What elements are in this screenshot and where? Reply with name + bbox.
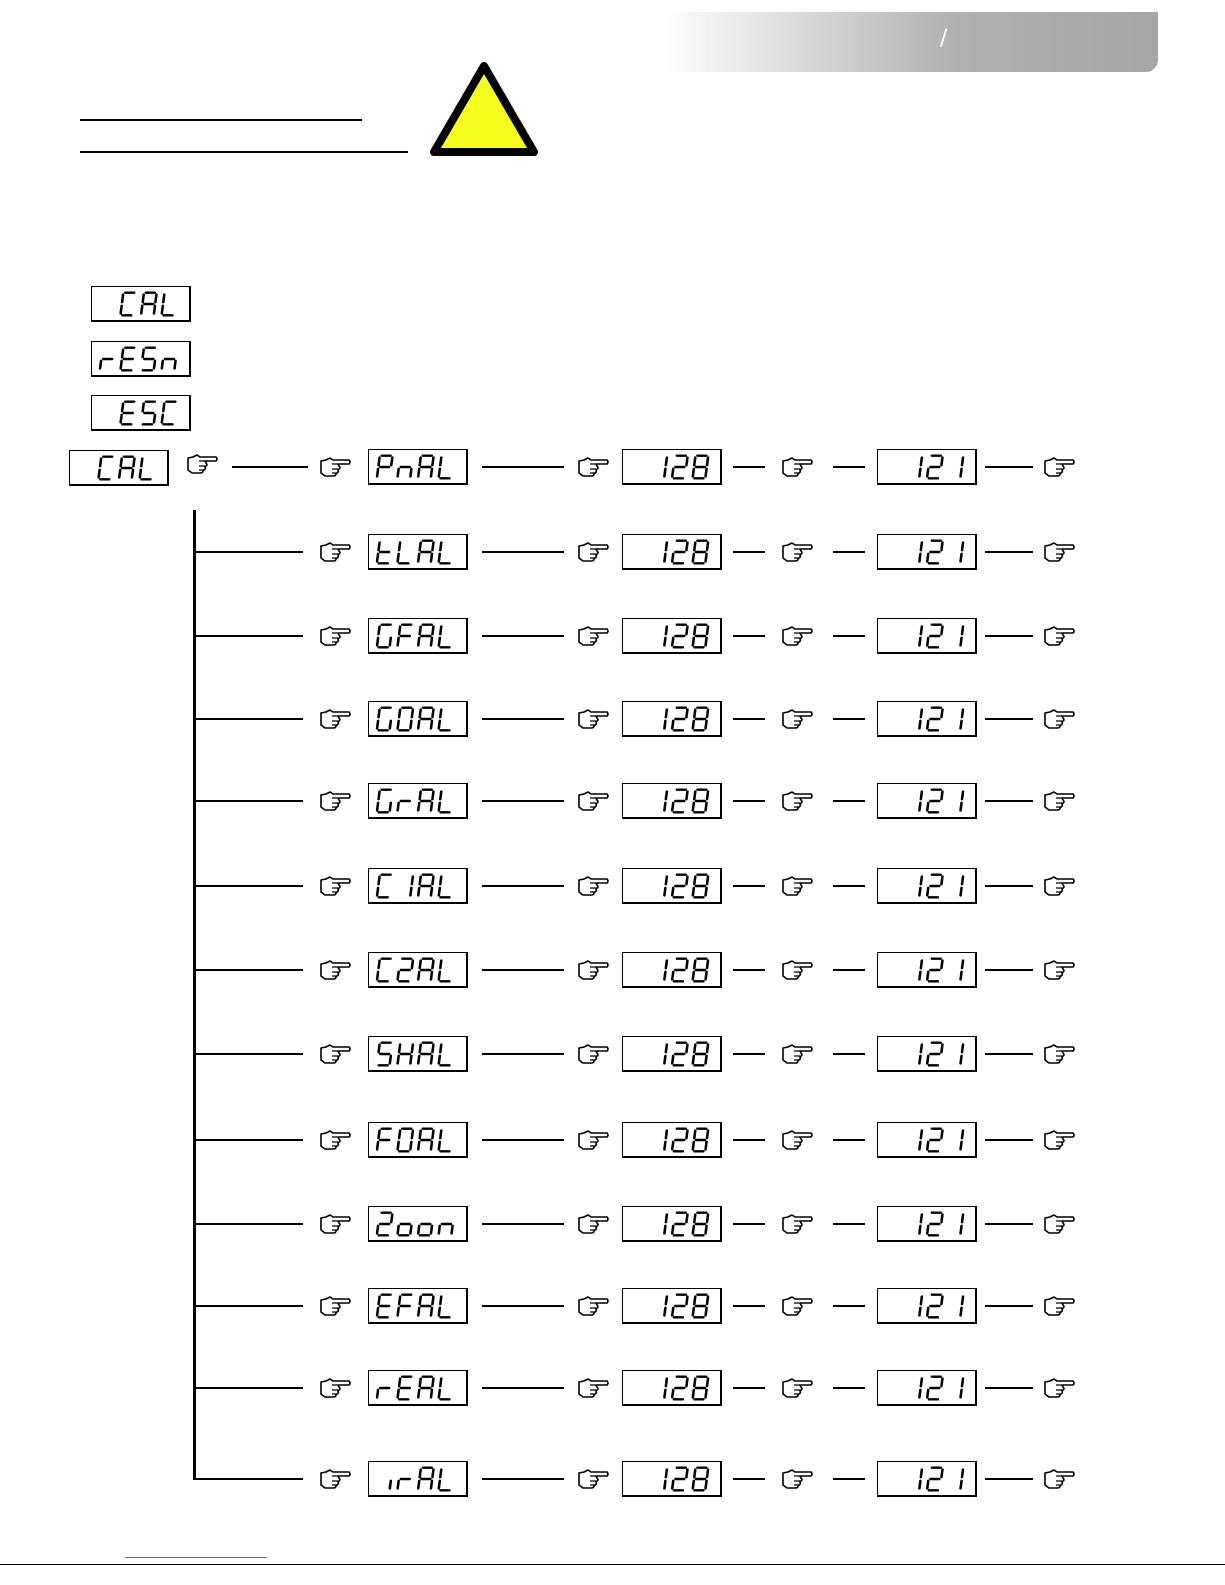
connector-line — [833, 885, 865, 887]
parameter-display — [368, 1122, 468, 1158]
branch-line — [195, 1139, 303, 1141]
pointing-hand-icon — [576, 1128, 610, 1150]
connector-line — [985, 1387, 1033, 1389]
branch-line — [195, 635, 303, 637]
pointing-hand-icon — [318, 707, 352, 729]
header-tab-mark: / — [940, 26, 948, 51]
value-display — [622, 783, 722, 819]
pointing-hand-icon — [185, 452, 219, 474]
value-display — [622, 1206, 722, 1242]
value-display — [622, 868, 722, 904]
pointing-hand-icon — [780, 1128, 814, 1150]
footer-link[interactable] — [125, 1557, 267, 1558]
value-display — [622, 1288, 722, 1324]
alt-value-display — [877, 1288, 977, 1324]
pointing-hand-icon — [780, 624, 814, 646]
connector-line — [482, 1139, 564, 1141]
connector-line — [985, 1139, 1033, 1141]
pointing-hand-icon — [1042, 958, 1076, 980]
branch-line — [195, 718, 303, 720]
alt-value-display — [877, 534, 977, 570]
pointing-hand-icon — [576, 958, 610, 980]
connector-line — [985, 1223, 1033, 1225]
pointing-hand-icon — [1042, 1042, 1076, 1064]
parameter-display — [368, 618, 468, 654]
parameter-display — [368, 783, 468, 819]
pointing-hand-icon — [1042, 624, 1076, 646]
parameter-display — [368, 449, 468, 485]
connector-line — [733, 635, 765, 637]
pointing-hand-icon — [318, 1294, 352, 1316]
connector-line — [833, 1139, 865, 1141]
alt-value-display — [877, 1036, 977, 1072]
legend-display — [91, 286, 191, 322]
branch-line — [195, 1387, 303, 1389]
header-tab — [660, 12, 1158, 72]
pointing-hand-icon — [318, 1467, 352, 1489]
branch-line — [195, 1053, 303, 1055]
branch-line — [195, 1478, 303, 1480]
connector-line — [985, 800, 1033, 802]
connector-line — [482, 1223, 564, 1225]
pointing-hand-icon — [780, 1376, 814, 1398]
connector-line — [833, 969, 865, 971]
parameter-display — [368, 1288, 468, 1324]
connector-line — [833, 800, 865, 802]
pointing-hand-icon — [318, 1376, 352, 1398]
connector-line — [482, 466, 564, 468]
parameter-display — [368, 1036, 468, 1072]
parameter-display — [368, 868, 468, 904]
pointing-hand-icon — [576, 624, 610, 646]
pointing-hand-icon — [318, 874, 352, 896]
footer-rule — [0, 1564, 1225, 1565]
branch-line — [195, 1223, 303, 1225]
pointing-hand-icon — [1042, 1212, 1076, 1234]
pointing-hand-icon — [780, 1212, 814, 1234]
pointing-hand-icon — [576, 1294, 610, 1316]
branch-line — [195, 885, 303, 887]
alt-value-display — [877, 952, 977, 988]
alt-value-display — [877, 1206, 977, 1242]
connector-line — [482, 1478, 564, 1480]
menu-tree-bus — [193, 510, 196, 1480]
pointing-hand-icon — [1042, 540, 1076, 562]
connector-line — [482, 1053, 564, 1055]
pointing-hand-icon — [318, 455, 352, 477]
connector-line — [833, 1478, 865, 1480]
connector-line — [482, 718, 564, 720]
connector-line — [833, 1305, 865, 1307]
pointing-hand-icon — [780, 1042, 814, 1064]
connector-line — [833, 1053, 865, 1055]
branch-line — [195, 969, 303, 971]
pointing-hand-icon — [576, 1212, 610, 1234]
parameter-display — [368, 701, 468, 737]
value-display — [622, 618, 722, 654]
connector-line — [985, 1478, 1033, 1480]
pointing-hand-icon — [576, 1376, 610, 1398]
alt-value-display — [877, 618, 977, 654]
value-display — [622, 1036, 722, 1072]
pointing-hand-icon — [1042, 707, 1076, 729]
value-display — [622, 1461, 722, 1497]
pointing-hand-icon — [780, 789, 814, 811]
connector-line — [833, 635, 865, 637]
pointing-hand-icon — [576, 707, 610, 729]
parameter-display — [368, 952, 468, 988]
connector-line — [232, 466, 308, 468]
alt-value-display — [877, 1370, 977, 1406]
parameter-display — [368, 1206, 468, 1242]
pointing-hand-icon — [780, 455, 814, 477]
value-display — [622, 449, 722, 485]
parameter-display — [368, 534, 468, 570]
connector-line — [733, 466, 765, 468]
menu-root-display — [69, 450, 169, 486]
alt-value-display — [877, 1461, 977, 1497]
pointing-hand-icon — [780, 540, 814, 562]
connector-line — [733, 1139, 765, 1141]
alt-value-display — [877, 868, 977, 904]
pointing-hand-icon — [1042, 1294, 1076, 1316]
connector-line — [482, 1305, 564, 1307]
connector-line — [733, 1223, 765, 1225]
value-display — [622, 534, 722, 570]
connector-line — [985, 718, 1033, 720]
pointing-hand-icon — [318, 624, 352, 646]
pointing-hand-icon — [576, 874, 610, 896]
connector-line — [833, 551, 865, 553]
pointing-hand-icon — [576, 540, 610, 562]
branch-line — [195, 1305, 303, 1307]
connector-line — [482, 969, 564, 971]
value-display — [622, 952, 722, 988]
parameter-display — [368, 1370, 468, 1406]
connector-line — [985, 969, 1033, 971]
pointing-hand-icon — [318, 1042, 352, 1064]
connector-line — [985, 1053, 1033, 1055]
branch-line — [195, 800, 303, 802]
pointing-hand-icon — [1042, 1376, 1076, 1398]
pointing-hand-icon — [780, 1294, 814, 1316]
connector-line — [482, 635, 564, 637]
pointing-hand-icon — [318, 958, 352, 980]
pointing-hand-icon — [780, 958, 814, 980]
title-underline-2 — [80, 151, 408, 153]
branch-line — [195, 551, 303, 553]
pointing-hand-icon — [1042, 874, 1076, 896]
connector-line — [482, 885, 564, 887]
pointing-hand-icon — [318, 789, 352, 811]
pointing-hand-icon — [576, 455, 610, 477]
pointing-hand-icon — [318, 1212, 352, 1234]
connector-line — [733, 1478, 765, 1480]
parameter-display — [368, 1461, 468, 1497]
pointing-hand-icon — [576, 1467, 610, 1489]
connector-line — [733, 1387, 765, 1389]
connector-line — [733, 885, 765, 887]
value-display — [622, 701, 722, 737]
connector-line — [985, 1305, 1033, 1307]
pointing-hand-icon — [318, 540, 352, 562]
connector-line — [833, 1223, 865, 1225]
connector-line — [733, 718, 765, 720]
connector-line — [833, 1387, 865, 1389]
connector-line — [985, 466, 1033, 468]
connector-line — [733, 551, 765, 553]
connector-line — [833, 466, 865, 468]
pointing-hand-icon — [318, 1128, 352, 1150]
value-display — [622, 1370, 722, 1406]
pointing-hand-icon — [1042, 1128, 1076, 1150]
pointing-hand-icon — [780, 707, 814, 729]
connector-line — [733, 969, 765, 971]
pointing-hand-icon — [1042, 455, 1076, 477]
value-display — [622, 1122, 722, 1158]
connector-line — [482, 1387, 564, 1389]
title-underline-1 — [80, 119, 362, 121]
pointing-hand-icon — [780, 1467, 814, 1489]
alt-value-display — [877, 701, 977, 737]
pointing-hand-icon — [1042, 1467, 1076, 1489]
connector-line — [733, 800, 765, 802]
connector-line — [482, 551, 564, 553]
connector-line — [733, 1053, 765, 1055]
alt-value-display — [877, 783, 977, 819]
alt-value-display — [877, 449, 977, 485]
connector-line — [985, 551, 1033, 553]
alt-value-display — [877, 1122, 977, 1158]
legend-display — [91, 341, 191, 377]
connector-line — [985, 635, 1033, 637]
connector-line — [833, 718, 865, 720]
legend-display — [91, 395, 191, 431]
pointing-hand-icon — [576, 789, 610, 811]
connector-line — [482, 800, 564, 802]
pointing-hand-icon — [1042, 789, 1076, 811]
pointing-hand-icon — [780, 874, 814, 896]
pointing-hand-icon — [576, 1042, 610, 1064]
connector-line — [985, 885, 1033, 887]
warning-triangle-icon — [428, 60, 540, 158]
connector-line — [733, 1305, 765, 1307]
